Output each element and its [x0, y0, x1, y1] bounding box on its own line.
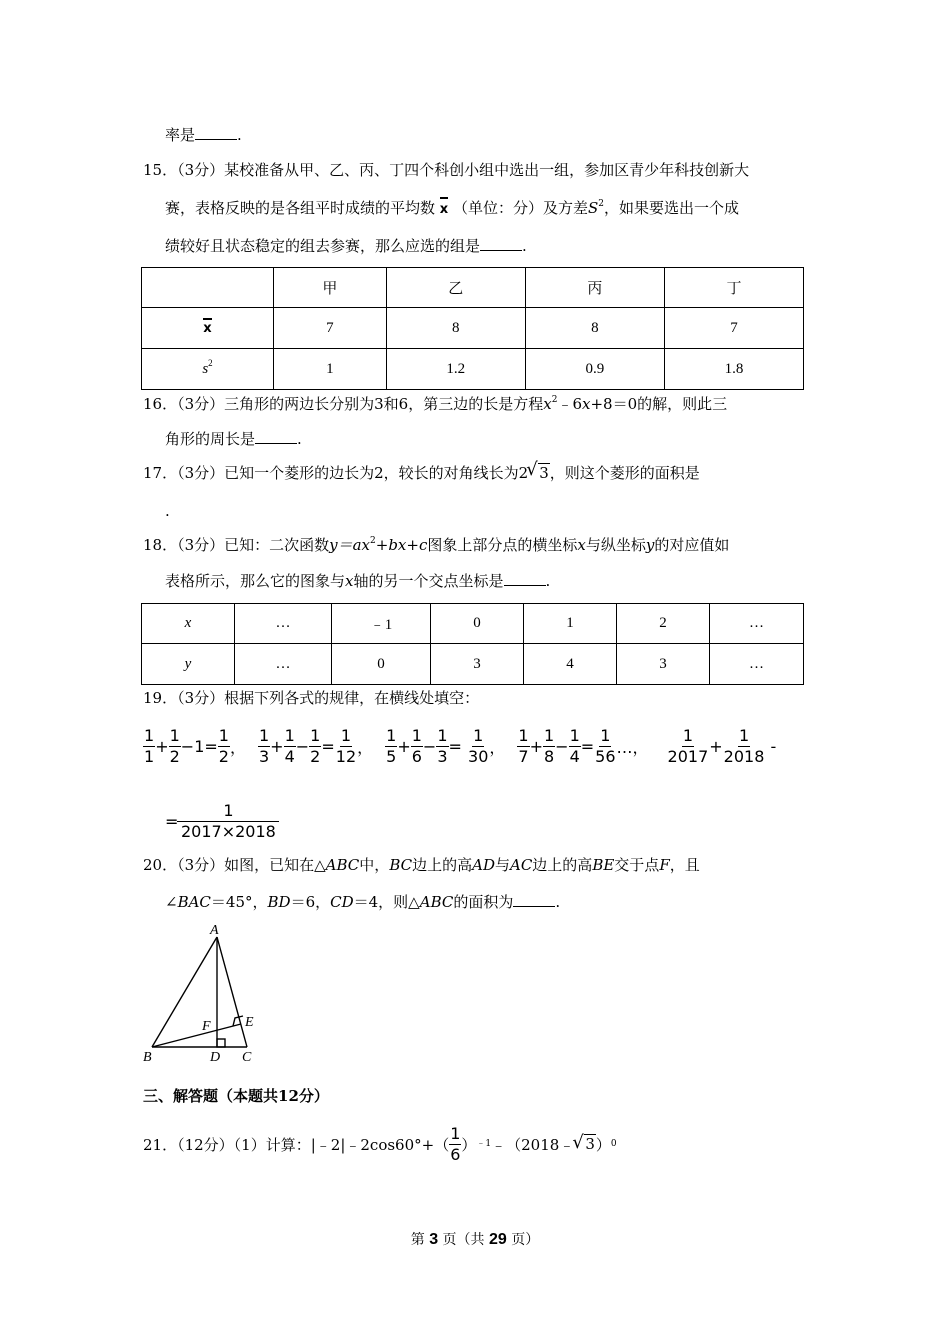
altitude-be: [152, 1024, 241, 1047]
fraction: $\frac{1}{3}$: [437, 725, 448, 766]
table-cell: 0: [431, 604, 524, 644]
fraction: $\frac{1}{56}$: [595, 725, 616, 766]
table-cell: 1.8: [664, 349, 803, 390]
table-cell: x: [142, 604, 235, 644]
table-cell: 2: [617, 604, 710, 644]
q15-line1: 15．（3分）某校准备从甲、乙、丙、丁四个科创小组中选出一组，参加区青少年科技创新大: [143, 161, 750, 179]
side-ac: [217, 937, 247, 1047]
fraction: $\frac{1}{2018}$: [723, 725, 765, 766]
sqrt-symbol: √ 3: [574, 1135, 596, 1153]
fraction: $\frac{1}{30}$: [468, 725, 489, 766]
table-cell: 8: [525, 308, 664, 349]
table-cell: 1.2: [386, 349, 525, 390]
table-cell: ﹣1: [332, 604, 431, 644]
table-cell: …: [710, 604, 804, 644]
answer-blank: [513, 892, 555, 907]
fraction: $\frac{1}{1}$: [144, 725, 155, 766]
mean-symbol: x: [440, 200, 448, 220]
answer-blank: [504, 571, 546, 586]
label-e: E: [245, 1015, 254, 1030]
fraction: $\frac{1}{6}$: [411, 725, 422, 766]
label-c: C: [242, 1050, 252, 1065]
answer-blank: [480, 236, 522, 251]
table-cell: 丁: [664, 268, 803, 308]
table-cell: 7: [274, 308, 387, 349]
q18-table: [141, 603, 804, 685]
fraction: $\frac{1}{4}$: [569, 725, 580, 766]
table-cell: …: [710, 644, 804, 685]
fraction: $\frac{1}{5}$: [386, 725, 397, 766]
table-row: [142, 308, 804, 349]
q15-line3: 绩较好且状态稳定的组去参赛，那么应选的组是 .: [165, 237, 527, 255]
table-cell: 甲: [274, 268, 387, 308]
q19-formula-row: $\frac{1}{1}$ + $\frac{1}{2}$ −1= $\frac{1}{2}$ ， $\frac{1}{3}$ + $\frac{1}{4}$ − $\frac{1}{2}$ = $\frac{1}{12}$ ， $\frac{1}{5}$ + $\frac{1}{6}$ − $\frac{1}{3}$ = $\frac{1}{30}$ ， $\frac{1}{7}$ + $\frac{1}{8}$ − $\frac{1}{4}$ = $\frac{1}{56}$ …， $\frac{1}{2017}$ + $\frac{1}{2018}$ -: [144, 725, 777, 766]
q20-line2: ∠BAC＝45°，BD＝6，CD＝4，则△ABC的面积为 .: [165, 893, 561, 911]
table-row: [142, 349, 804, 390]
table-cell: 7: [664, 308, 803, 349]
label-d: D: [210, 1050, 221, 1065]
fraction: $\frac{1}{4}$: [284, 725, 295, 766]
label-f: F: [202, 1019, 211, 1034]
intro-line: 率是 .: [165, 126, 242, 144]
table-cell: 3: [431, 644, 524, 685]
table-cell: y: [142, 644, 235, 685]
label-a: A: [210, 923, 219, 938]
q16-line2: 角形的周长是 .: [165, 430, 302, 448]
table-cell: [142, 268, 274, 308]
table-row: [142, 604, 804, 644]
page-number: 3: [429, 1231, 439, 1248]
fraction: $\frac{1}{2017}$: [667, 725, 709, 766]
table-cell: 0.9: [525, 349, 664, 390]
answer-blank: [195, 125, 237, 140]
q16-line1: 16．（3分）三角形的两边长分别为3和6，第三边的长是方程$x^2﹣6x+8=0$的解，则此三: [143, 395, 728, 413]
q17-line2: .: [165, 502, 170, 520]
table-cell: 1: [524, 604, 617, 644]
q15-line2: 赛，表格反映的是各组平时成绩的平均数 x （单位：分）及方差$S^2$，如果要选出一个成: [165, 198, 739, 220]
page-total: 29: [489, 1231, 507, 1248]
table-row: [142, 268, 804, 308]
fraction: $\frac{1}{12}$: [335, 725, 357, 766]
fraction: $\frac{1}{2017\times 2018}$: [178, 802, 278, 841]
fraction: $\frac{1}{2}$: [218, 725, 229, 766]
q17-line1: 17．（3分）已知一个菱形的边长为2，较长的对角线长为2√ 3，则这个菱形的面积是: [143, 463, 700, 483]
q20-line1: 20．（3分）如图，已知在△ABC中，BC边上的高AD与AC边上的高BE交于点F，且: [143, 856, 700, 874]
sqrt-symbol: √ 3: [528, 463, 550, 483]
fraction: $\frac{1}{8}$: [543, 725, 555, 766]
q15-table: [141, 267, 804, 390]
table-cell: 4: [524, 644, 617, 685]
fraction: $\frac{1}{7}$: [518, 725, 529, 766]
page-footer: 第 3 页（共 29 页）: [410, 1231, 540, 1248]
q19-formula-row2: = $\frac{1}{2017\times 2018}$: [165, 799, 278, 843]
table-cell: …: [235, 604, 332, 644]
table-cell: 3: [617, 644, 710, 685]
section-title: 三、解答题（本题共12分）: [143, 1087, 329, 1105]
table-cell: $s^2$: [142, 349, 274, 390]
q18-line2: 表格所示，那么它的图象与x轴的另一个交点坐标是 .: [165, 572, 551, 590]
fraction: $\frac{1}{2}$: [310, 725, 321, 766]
table-cell: …: [235, 644, 332, 685]
fraction: $\frac{1}{3}$: [258, 725, 270, 766]
label-b: B: [143, 1050, 152, 1065]
table-cell: x: [142, 308, 274, 349]
table-cell: 8: [386, 308, 525, 349]
table-cell: 1: [274, 349, 387, 390]
right-angle-d: [217, 1039, 225, 1047]
fraction: $\frac{1}{2}$: [169, 725, 180, 766]
q18-line1: 18．（3分）已知：二次函数$y=ax^2+bx+c$图象上部分点的横坐标x与纵坐标y的对应值如: [143, 536, 730, 554]
table-cell: 0: [332, 644, 431, 685]
table-cell: 丙: [525, 268, 664, 308]
q21-line: 21．（12分）（1）计算：|﹣2|﹣2cos60°+（ $\frac{1}{6}$ ） ﹣1 ﹣（2018﹣ √ 3 ） 0: [143, 1122, 617, 1166]
answer-blank: [255, 429, 297, 444]
table-cell: 乙: [386, 268, 525, 308]
triangle-figure: [140, 920, 270, 1065]
fraction: $\frac{1}{6}$: [450, 1123, 461, 1164]
q19-line1: 19．（3分）根据下列各式的规律，在横线处填空：: [143, 689, 480, 707]
table-row: [142, 644, 804, 685]
